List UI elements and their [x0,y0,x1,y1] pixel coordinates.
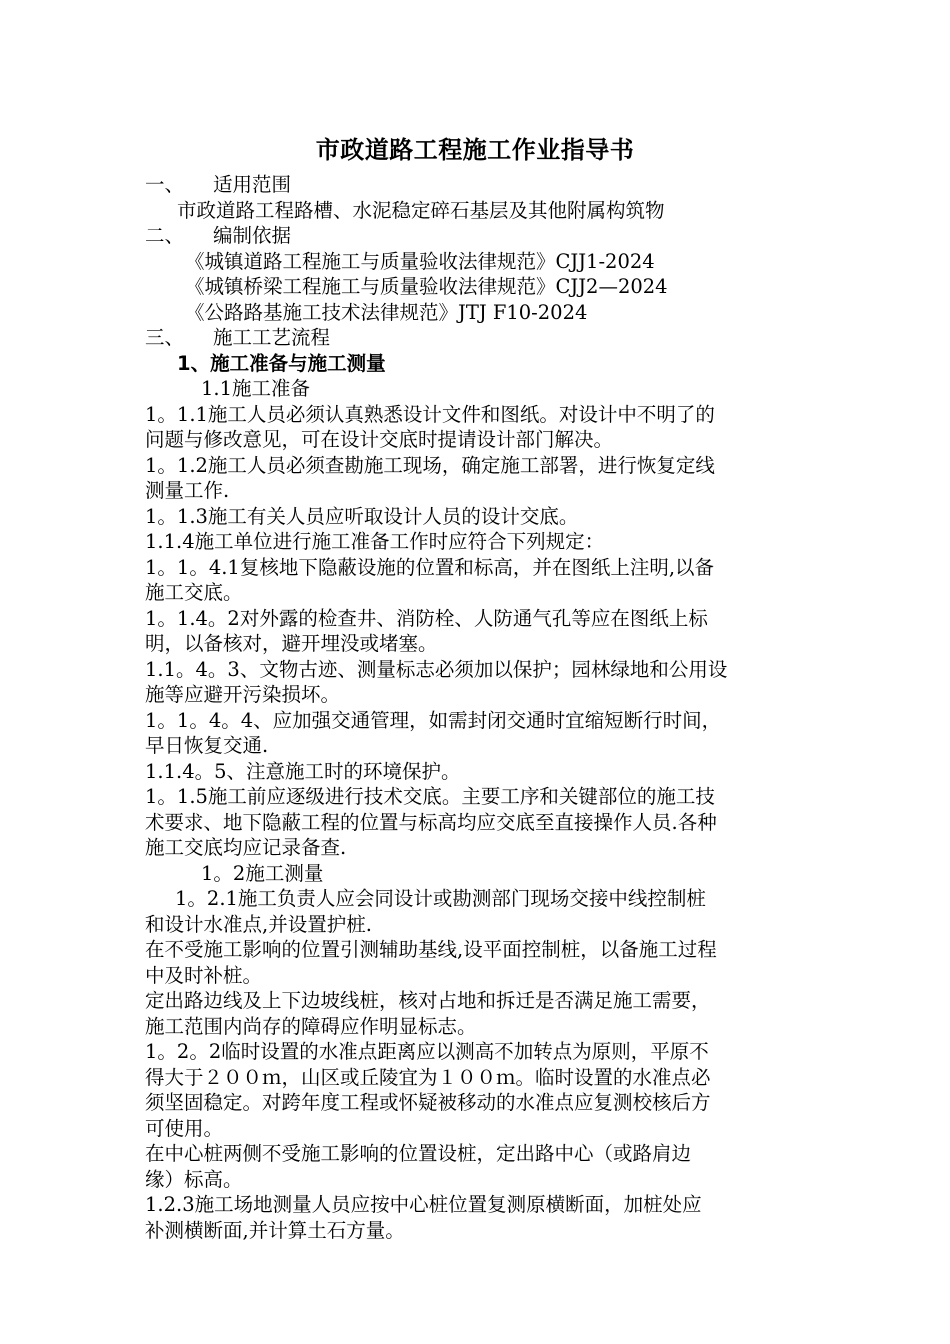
paragraph-line: 1.1.4施工单位进行施工准备工作时应符合下列规定： [145,530,605,553]
paragraph-line: 1。1。4.1复核地下隐蔽设施的位置和标高，并在图纸上注明,以备 [145,555,715,579]
paragraph-line: 可使用。 [145,1116,224,1140]
reference-item: 《城镇桥梁工程施工与质量验收法律规范》CJJ2—2024 [185,275,668,298]
paragraph-line: 施工范围内尚存的障碍应作明显标志。 [145,1014,477,1038]
paragraph-line: 1。1.1施工人员必须认真熟悉设计文件和图纸。对设计中不明了的 [145,402,715,426]
reference-item: 《城镇道路工程施工与质量验收法律规范》CJJ1-2024 [185,249,655,273]
section-1-text: 市政道路工程路槽、水泥稳定碎石基层及其他附属构筑物 [177,198,665,222]
paragraph-line: 1.2.3施工场地测量人员应按中心桩位置复测原横断面，加桩处应 [145,1193,702,1216]
paragraph-line: 1。1.5施工前应逐级进行技术交底。主要工序和关键部位的施工技 [145,785,715,808]
paragraph-line: 定出路边线及上下边坡线桩，核对占地和拆迁是否满足施工需要， [145,989,711,1012]
paragraph-line: 施工交底。 [145,581,243,604]
paragraph-line: 1。1.2施工人员必须查勘施工现场，确定施工部署，进行恢复定线 [145,453,715,477]
section-number: 一、 [145,173,185,196]
paragraph-block [145,402,815,861]
paragraph-line: 1。2。2临时设置的水准点距离应以测高不加转点为原则，平原不 [145,1040,709,1063]
paragraph-line: 得大于２００ｍ，山区或丘陵宜为１００ｍ。临时设置的水准点必 [145,1065,711,1089]
paragraph-line: 1。1.4。2对外露的检查井、消防栓、人防通气孔等应在图纸上标 [145,606,708,630]
subsection-heading: 1.1施工准备 [201,377,311,400]
section-title: 适用范围 [213,173,292,196]
reference-item: 《公路路基施工技术法律规范》JTJ F10-2024 [185,300,588,324]
paragraph-line: 补测横断面,并计算土石方量。 [145,1218,405,1242]
section-2-heading [145,223,815,249]
paragraph-line: 问题与修改意见，可在设计交底时提请设计部门解决。 [145,428,614,451]
paragraph-line: 1。1。4。4、应加强交通管理，如需封闭交通时宜缩短断行时间， [145,708,722,732]
paragraph-line: 测量工作. [145,479,230,502]
document-title: 市政道路工程施工作业指导书 [315,136,635,164]
paragraph-line: 1.1。4。3、文物古迹、测量标志必须加以保护；园林绿地和公用设 [145,657,728,681]
subsection-heading: 1。2施工测量 [201,861,324,885]
paragraph-line: 在不受施工影响的位置引测辅助基线,设平面控制桩，以备施工过程 [145,938,717,961]
section-title: 编制依据 [213,224,292,247]
section-number: 三、 [145,326,185,349]
paragraph-line: 施工交底均应记录备查. [145,836,347,859]
section-number: 二、 [145,224,185,247]
paragraph-line: 明，以备核对，避开埋没或堵塞。 [145,632,438,655]
document-body [145,172,815,1243]
paragraph-line: 缘）标高。 [145,1167,243,1191]
paragraph-line: 1.1.4。5、注意施工时的环境保护。 [145,759,461,783]
paragraph-block [145,912,815,1244]
subheading: 1、施工准备与施工测量 [177,351,386,375]
paragraph-line: 施等应避开污染损坏。 [145,683,341,706]
paragraph-line: 术要求、地下隐蔽工程的位置与标高均应交底至直接操作人员.各种 [145,810,717,834]
paragraph-line: 1。1.3施工有关人员应听取设计人员的设计交底。 [145,504,579,528]
section-1-heading [145,172,815,198]
paragraph-line: 在中心桩两侧不受施工影响的位置设桩，定出路中心（或路肩边 [145,1142,692,1165]
paragraph-line: 早日恢复交通. [145,734,269,757]
paragraph-line: 中及时补桩。 [145,963,263,987]
paragraph-line: 须坚固稳定。对跨年度工程或怀疑被移动的水准点应复测校核后方 [145,1091,711,1114]
paragraph-line: 1。2.1施工负责人应会同设计或勘测部门现场交接中线控制桩 [175,887,706,910]
section-3-heading [145,325,815,351]
section-title: 施工工艺流程 [213,326,331,349]
paragraph-line: 和设计水准点,并设置护桩. [145,912,372,936]
